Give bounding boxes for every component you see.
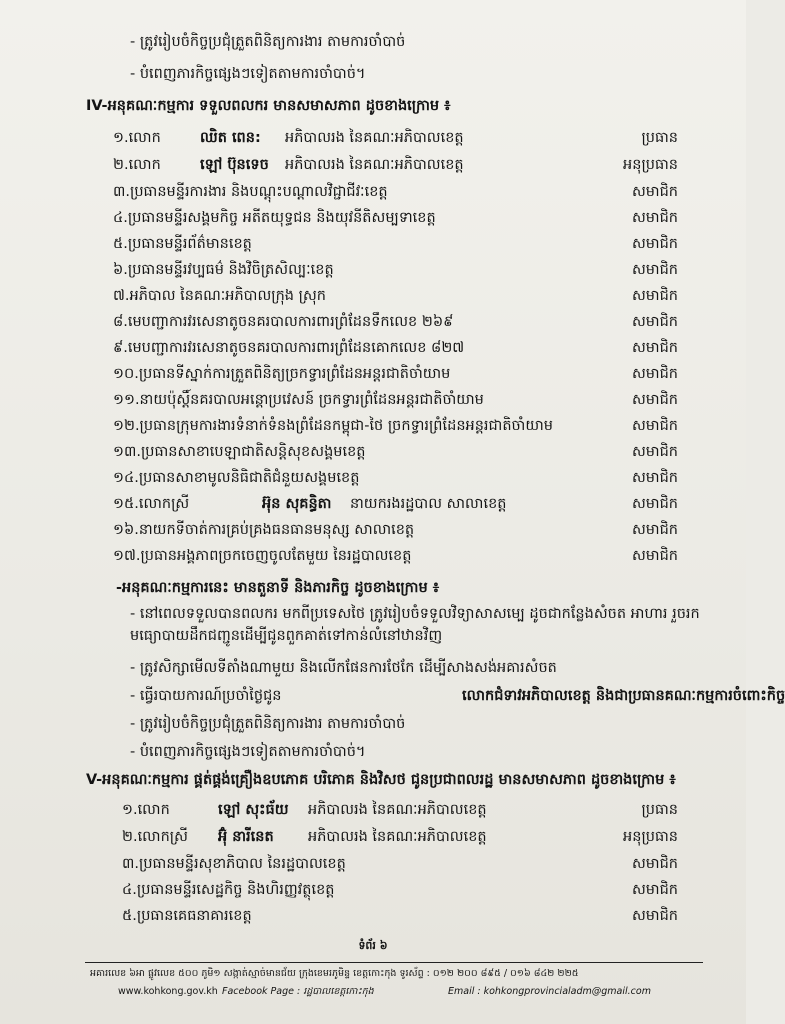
member-line: ៣.ប្រធានមន្ទីរសុខាភិបាល នៃរដ្ឋបាលខេត្ត xyxy=(122,856,346,872)
page-number: ទំព័រ ៦ xyxy=(358,939,388,952)
member-role: សមាជិក xyxy=(631,210,678,226)
member-role: សមាជិក xyxy=(631,314,678,330)
duty-item: - នៅពេលទទួលបានពលករ មកពីប្រទេសថៃ ត្រូវរៀបចំទទួលវិទ្យាសាសម្បេ ដូចជាកន្លែងសំចត អាហារ រួចរកមធ្យោបាយដឹកជញ្ជូនដើម្បីជូនពួកគាត់ទៅកាន់លំនៅឋានវិញ xyxy=(130,606,700,644)
member-role: សមាជិក xyxy=(631,856,678,872)
member-position: អភិបាលរង នៃគណៈអភិបាលខេត្ត xyxy=(308,802,487,818)
member-line: ៣.ប្រធានមន្ទីរការងារ និងបណ្តុះបណ្តាលវិជ្ជាជីវៈខេត្ត xyxy=(113,184,388,200)
member-role: ប្រធាន xyxy=(641,130,678,146)
member-role: សមាជិក xyxy=(631,444,678,460)
duty-emphasis: លោកជំទាវអភិបាលខេត្ត និងជាប្រធានគណៈកម្មការចំពោះកិច្ច xyxy=(462,688,785,704)
member-role: សមាជិក xyxy=(631,418,678,434)
member-title: ១.លោក xyxy=(113,130,161,146)
member-title: ២.លោកស្រី xyxy=(122,829,188,845)
duties-heading: -អនុគណៈកម្មការនេះ មានតួនាទី និងភារកិច្ច ដូចខាងក្រោម ៖ xyxy=(116,580,440,596)
member-role: សមាជិក xyxy=(631,548,678,564)
member-name: ឡៅ សុះធ័យ xyxy=(218,802,289,818)
member-role: សមាជិក xyxy=(631,340,678,356)
member-position: អភិបាលរង នៃគណៈអភិបាលខេត្ត xyxy=(308,829,487,845)
member-line: ៩.មេបញ្ជាការវរសេនាតូចនគរបាលការពារព្រំដែនគោកលេខ ៨២៧ xyxy=(113,340,465,356)
member-title: ២.លោក xyxy=(113,157,161,173)
member-line: ៤.ប្រធានមន្ទីរសេដ្ឋកិច្ច និងហិរញ្ញវត្ថុខេត្ត xyxy=(122,882,335,898)
member-role: អនុប្រធាន xyxy=(623,157,678,173)
member-line: ៥.ប្រធានគេធនាគារខេត្ត xyxy=(122,908,252,924)
member-role: សមាជិក xyxy=(631,908,678,924)
member-role: សមាជិក xyxy=(631,522,678,538)
member-role: សមាជិក xyxy=(631,496,678,512)
section-heading: V-អនុគណៈកម្មការ ផ្គត់ផ្គង់គ្រឿងឧបភោគ បរិភោគ និងវិសថ ជូនប្រជាពលរដ្ឋ មានសមាសភាព ដូចខាងក្រោម ៖ xyxy=(86,772,676,788)
footer-address: អគារលេខ ៦អា ផ្លូវលេខ ៥០០ ភូមិ១ សង្កាត់ស្មាច់មានជ័យ ក្រុងខេមរភូមិន្ទ ខេត្តកោះកុង ទូរស័ព្ទ : ០១២ ២០០ ៨៩៥ / ០១៦ ៨៤២ ២២៥ xyxy=(90,968,579,979)
member-role: សមាជិក xyxy=(631,882,678,898)
member-line: ១២.ប្រធានក្រុមការងារទំនាក់ទំនងព្រំដែនកម្ពុជា-ថៃ ច្រកទ្វារព្រំដែនអន្តរជាតិចាំយាម xyxy=(113,418,553,434)
member-line: ១១.នាយប៉ុស្តិ៍នគរបាលអន្តោប្រវេសន៍ ច្រកទ្វារព្រំដែនអន្តរជាតិចាំយាម xyxy=(113,392,484,408)
member-line: ១៤.ប្រធានសាខាមូលនិធិជាតិជំនួយសង្គមខេត្ត xyxy=(113,470,360,486)
member-role: សមាជិក xyxy=(631,262,678,278)
member-line: ១៣.ប្រធានសាខាបេឡាជាតិសន្តិសុខសង្គមខេត្ត xyxy=(113,444,366,460)
member-role: សមាជិក xyxy=(631,366,678,382)
bullet-line: - ត្រូវរៀបចំកិច្ចប្រជុំត្រួតពិនិត្យការងារ តាមការចាំបាច់ xyxy=(130,34,406,50)
member-role: អនុប្រធាន xyxy=(623,829,678,845)
member-line: ១៧.ប្រធានអង្គភាពច្រកចេញចូលតែមួយ នៃរដ្ឋបាលខេត្ត xyxy=(113,548,412,564)
member-role: សមាជិក xyxy=(631,470,678,486)
member-line: ១០.ប្រធានទីស្នាក់ការត្រួតពិនិត្យច្រកទ្វារព្រំដែនអន្តរជាតិចាំយាម xyxy=(113,366,451,382)
member-role: សមាជិក xyxy=(631,392,678,408)
member-name: ឡៅ ប៊ុនទេច xyxy=(200,157,269,173)
member-line: ៨.មេបញ្ជាការវរសេនាតូចនគរបាលការពារព្រំដែនទឹកលេខ ២៦៩ xyxy=(113,314,454,330)
member-position: អភិបាលរង នៃគណៈអភិបាលខេត្ត xyxy=(285,130,464,146)
member-name: អ៊ុំ នារីនេត xyxy=(218,829,274,845)
section-heading: IV-អនុគណៈកម្មការ ទទួលពលករ មានសមាសភាព ដូចខាងក្រោម ៖ xyxy=(86,98,451,114)
member-title: ១៥.លោកស្រី xyxy=(113,496,190,512)
member-position: អភិបាលរង នៃគណៈអភិបាលខេត្ត xyxy=(285,157,464,173)
footer-website[interactable]: www.kohkong.gov.kh xyxy=(118,986,218,997)
duty-item: - បំពេញភារកិច្ចផ្សេងៗទៀតតាមការចាំបាច់។ xyxy=(130,744,366,760)
duty-item: - ត្រូវរៀបចំកិច្ចប្រជុំត្រួតពិនិត្យការងារ តាមការចាំបាច់ xyxy=(130,716,406,732)
member-role: សមាជិក xyxy=(631,236,678,252)
member-role: សមាជិក xyxy=(631,288,678,304)
duty-item: - ត្រូវសិក្សាមើលទីតាំងណាមួយ និងលើកផែនការថែកែ ដើម្បីសាងសង់អគារសំចត xyxy=(130,660,557,676)
member-line: ១៦.នាយកទីចាត់ការគ្រប់គ្រងធនធានមនុស្ស សាលាខេត្ត xyxy=(113,522,415,538)
duty-item: - ធ្វើរបាយការណ៍ប្រចាំថ្ងៃជូន xyxy=(130,688,282,704)
member-line: ៦.ប្រធានមន្ទីរវប្បធម៌ និងវិចិត្រសិល្បៈខេត្ត xyxy=(113,262,334,278)
member-position: នាយករងរដ្ឋបាល សាលាខេត្ត xyxy=(350,496,507,512)
member-line: ៧.អភិបាល នៃគណៈអភិបាលក្រុង ស្រុក xyxy=(113,288,326,304)
member-role: ប្រធាន xyxy=(641,802,678,818)
member-name: ឈិត ពេន: xyxy=(200,130,261,146)
member-name: អ៊ុន សុគន្ធិតា xyxy=(262,496,332,512)
member-line: ៥.ប្រធានមន្ទីរព័ត៌មានខេត្ត xyxy=(113,236,252,252)
member-role: សមាជិក xyxy=(631,184,678,200)
member-title: ១.លោក xyxy=(122,802,170,818)
footer-email[interactable]: Email : kohkongprovincialadm@gmail.com xyxy=(448,986,651,997)
footer-rule xyxy=(85,962,703,963)
footer-facebook[interactable]: Facebook Page : រដ្ឋបាលខេត្តកោះកុង xyxy=(222,986,374,997)
member-line: ៤.ប្រធានមន្ទីរសង្គមកិច្ច អតីតយុទ្ធជន និងយុវនីតិសម្បទាខេត្ត xyxy=(113,210,436,226)
bullet-line: - បំពេញភារកិច្ចផ្សេងៗទៀតតាមការចាំបាច់។ xyxy=(130,66,366,82)
